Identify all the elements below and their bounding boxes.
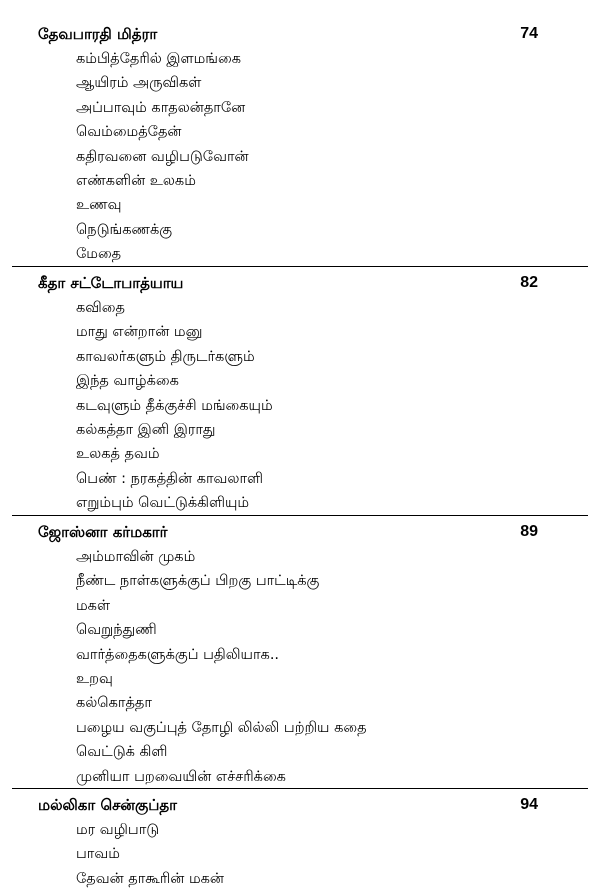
poem-title: அம்மாவின் முகம் [76,549,196,565]
section-divider [12,266,588,267]
section-heading [0,792,600,818]
poem-title: இந்த வாழ்க்கை [76,373,179,390]
poem-title: உணவு [76,197,122,214]
poem-title: கல்கொத்தா [76,695,152,712]
poem-title: பெண் : நரகத்தின் காவலாளி [76,470,264,487]
poem-title: வெட்டுக் கிளி [76,744,168,761]
section-heading [0,519,600,545]
poem-title: அப்பாவும் காதலன்தானே [76,99,246,116]
section-heading [0,270,600,296]
poem-title-list [0,818,600,891]
poem-title: ஆயிரம் அருவிகள் [76,75,202,92]
author-name: மல்லிகா சென்குப்தா [38,796,177,814]
page-number: 89 [520,523,538,540]
author-name: ஜோஸ்னா கர்மகார் [38,523,168,541]
toc-section [0,21,600,267]
poem-title-list [0,296,600,516]
poem-title: நெடுங்கணக்கு [76,221,173,238]
poem-title: மர வழிபாடு [76,822,160,838]
poem-title: முனியா பறவையின் எச்சரிக்கை [76,768,286,785]
toc-section [0,519,600,789]
section-divider [12,515,588,516]
poem-title: உலகத் தவம் [76,446,160,463]
poem-title: உறவு [76,670,113,687]
poem-title: நீண்ட நாள்களுக்குப் பிறகு பாட்டிக்கு [76,573,320,590]
page-number: 94 [520,796,538,813]
poem-title: கம்பித்தேரில் இளமங்கை [76,51,241,67]
poem-title-list [0,545,600,789]
poem-title: பழைய வகுப்புத் தோழி லில்லி பற்றிய கதை [76,719,367,736]
poem-title: எறும்பும் வெட்டுக்கிளியும் [76,495,250,512]
section-divider [12,788,588,789]
poem-title: வார்த்தைகளுக்குப் பதிலியாக.. [76,646,280,663]
poem-title: கவிதை [76,300,125,316]
poem-title: தேவன் தாகூரின் மகன் [76,870,224,887]
poem-title: மாது என்றான் மனு [76,324,203,341]
poem-title: வெறுந்துணி [76,622,157,639]
page-number: 74 [520,25,538,42]
poem-title: பாவம் [76,846,120,863]
section-heading [0,21,600,47]
poem-title: கதிரவனை வழிபடுவோன் [76,148,249,165]
poem-title: மேதை [76,246,122,263]
author-name: தேவபாரதி மித்ரா [38,25,158,43]
toc-section [0,270,600,516]
poem-title-list [0,47,600,267]
poem-title: காவலர்களும் திருடர்களும் [76,348,255,365]
poem-title: கடவுளும் தீக்குச்சி மங்கையும் [76,397,273,414]
poem-title: எண்களின் உலகம் [76,172,196,189]
poem-title: வெம்மைத்தேன் [76,124,182,141]
poem-title: கல்கத்தா இனி இராது [76,421,216,438]
page-number: 82 [520,274,538,291]
toc-section [0,792,600,891]
poem-title: மகள் [76,597,111,614]
author-name: கீதா சட்டோபாத்யாய [38,274,184,292]
